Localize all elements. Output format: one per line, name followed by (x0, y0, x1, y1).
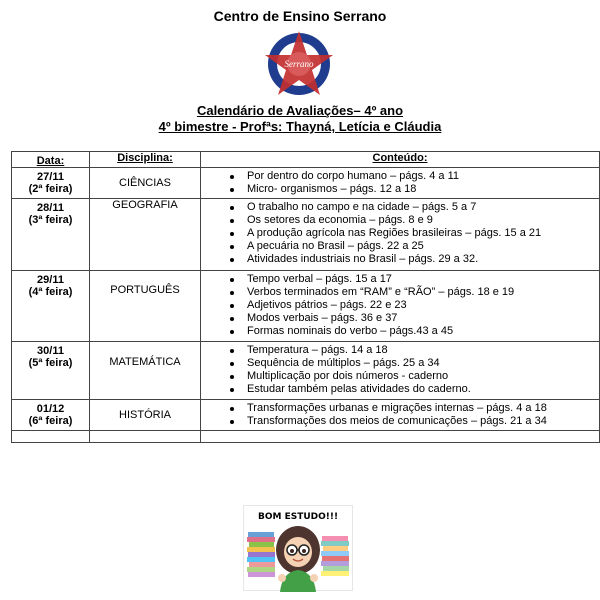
list-item: Modos verbais – págs. 36 e 37 (247, 312, 599, 325)
table-row (12, 400, 600, 431)
date-cell (12, 271, 90, 342)
content-cell (201, 400, 600, 431)
content-list (201, 201, 599, 266)
subject: PORTUGUÊS (110, 284, 180, 296)
list-item: Adjetivos pátrios – págs. 22 e 23 (247, 299, 599, 312)
list-item: Temperatura – págs. 14 a 18 (247, 344, 599, 357)
date: 29/11 (37, 274, 64, 286)
subject-cell (90, 400, 201, 431)
table-row (12, 342, 600, 400)
subject: MATEMÁTICA (109, 356, 181, 368)
calendar-subtitle: 4º bimestre - Profªs: Thayná, Letícia e Cláudia (158, 119, 442, 134)
bom-estudo-card (243, 505, 353, 591)
header-date: Data: (12, 152, 90, 168)
list-item: Os setores da economia – págs. 8 e 9 (247, 214, 599, 227)
date: 28/11 (37, 202, 64, 214)
content-list (201, 273, 599, 338)
content-cell (201, 271, 600, 342)
subject: GEOGRAFIA (112, 199, 178, 211)
list-item: Verbos terminados em “RAM” e “RÃO” – págs. 18 e 19 (247, 286, 599, 299)
empty-cell (201, 431, 600, 443)
list-item: Sequência de múltiplos – págs. 25 a 34 (247, 357, 599, 370)
school-logo (260, 28, 338, 100)
weekday: (6ª feira) (28, 415, 73, 427)
date-cell (12, 342, 90, 400)
weekday: (4ª feira) (28, 286, 73, 298)
list-item: Atividades industriais no Brasil – págs. 29 a 32. (247, 253, 599, 266)
date: 01/12 (36, 403, 65, 415)
list-item: Transformações urbanas e migrações internas – págs. 4 a 18 (247, 402, 599, 415)
logo-text: Serrano (284, 59, 314, 69)
table-row (12, 168, 600, 199)
subject: CIÊNCIAS (119, 177, 171, 189)
table-row (12, 271, 600, 342)
list-item: Transformações dos meios de comunicações – págs. 21 a 34 (247, 415, 599, 428)
list-item: Multiplicação por dois números - caderno (247, 370, 599, 383)
content-list (201, 170, 599, 196)
table-header-row (12, 152, 600, 168)
list-item: Micro- organismos – págs. 12 a 18 (247, 183, 599, 196)
header-content: Conteúdo: (201, 152, 600, 168)
date: 30/11 (37, 345, 64, 357)
subject: HISTÓRIA (119, 409, 171, 421)
empty-cell (90, 431, 201, 443)
table-row (12, 199, 600, 271)
list-item: A produção agrícola nas Regiões brasileiras – págs. 15 a 21 (247, 227, 599, 240)
empty-cell (12, 431, 90, 443)
content-list (201, 402, 599, 428)
header-subject: Disciplina: (90, 152, 201, 168)
schedule-table (11, 151, 600, 443)
table-row-empty (12, 431, 600, 443)
list-item: Por dentro do corpo humano – págs. 4 a 11 (247, 170, 599, 183)
list-item: Estudar também pelas atividades do caderno. (247, 383, 599, 396)
school-title: Centro de Ensino Serrano (213, 8, 387, 24)
content-list (201, 344, 599, 396)
student-with-books-illustration (244, 522, 352, 592)
subject-cell (90, 168, 201, 199)
subject-cell (90, 342, 201, 400)
subject-cell (90, 271, 201, 342)
calendar-title: Calendário de Avaliações– 4º ano (196, 103, 404, 118)
bom-estudo-text: BOM ESTUDO!!! (258, 512, 339, 522)
content-cell (201, 168, 600, 199)
date-cell (12, 400, 90, 431)
list-item: Tempo verbal – págs. 15 a 17 (247, 273, 599, 286)
weekday: (2ª feira) (28, 183, 73, 195)
date: 27/11 (37, 171, 64, 183)
list-item: A pecuária no Brasil – págs. 22 a 25 (247, 240, 599, 253)
weekday: (3ª feira) (28, 214, 73, 226)
weekday: (5ª feira) (28, 357, 73, 369)
subject-cell (90, 199, 201, 271)
list-item: Formas nominais do verbo – págs.43 a 45 (247, 325, 599, 338)
content-cell (201, 199, 600, 271)
date-cell (12, 199, 90, 271)
date-cell (12, 168, 90, 199)
list-item: O trabalho no campo e na cidade – págs. 5 a 7 (247, 201, 599, 214)
content-cell (201, 342, 600, 400)
